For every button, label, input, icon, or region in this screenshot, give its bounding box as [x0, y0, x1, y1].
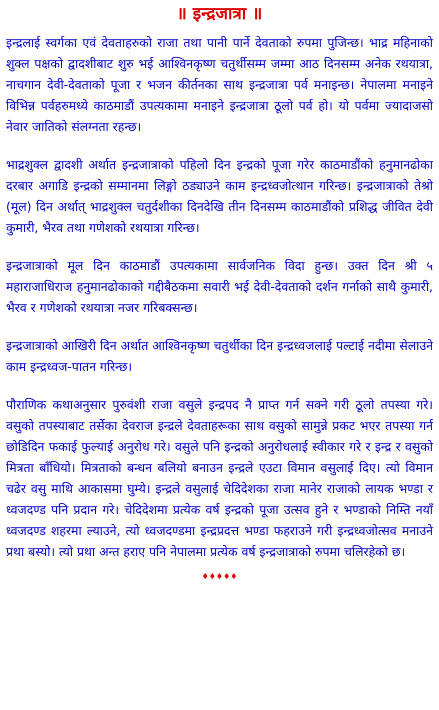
paragraph-legend: पौराणिक कथाअनुसार पुरुवंशी राजा वसुले इन्द्रपद नै प्राप्त गर्न सक्ने गरी ठूलो तपस्या गरे। वसुको तपस्याबाट तर्सेका देवराज इन्द्रले देवताहरूका साथ वसुको सामुन्ने प्रकट भएर तपस्या गर्न छोडिदिन फकाई फुल्याई अनुरोध गरे। वसुले पनि इन्द्रको अनुरोधलाई स्वीकार गरे र इन्द्र र वसुको मित्रता बाँधियो। मित्रताको बन्धन बलियो बनाउन इन्द्रले एउटा विमान वसुलाई दिए। त्यो विमान चढेर वसु माथि आकासमा घुम्ये। इन्द्रले वसुलाई चेदिदेशका राजा मानेर राजाको लायक भण्डा र ध्वजदण्ड पनि प्रदान गरे। चेदिदेशमा प्रत्येक वर्ष इन्द्रको पूजा उत्सव हुने र भण्डाको निम्ति नयाँ ध्वजदण्ड शहरमा ल्याउने, त्यो ध्वजदण्डमा इन्द्रप्रदत्त भण्डा फहराउने गरी इन्द्रध्वजोत्सव मनाउने प्रथा बस्यो। त्यो प्रथा अन्त हराए पनि नेपालमा प्रत्येक वर्ष इन्द्रजात्राको रुपमा चलिरहेको छ। — [6, 397, 433, 559]
paragraph-last-day: इन्द्रजात्राको आखिरी दिन अर्थात आश्विनकृष्ण चतुर्थीका दिन इन्द्रध्वजलाई पल्टाई नदीमा सेलाउने काम इन्द्रध्वज-पातन गरिन्छ। — [6, 338, 433, 374]
page-title: ॥ इन्द्रजात्रा ॥ — [176, 4, 263, 24]
paragraph-intro: इन्द्रलाई स्वर्गका एवं देवताहरुको राजा तथा पानी पार्ने देवताको रुपमा पुजिन्छ। भाद्र महिनाको शुक्ल पक्षको द्वादशीबाट शुरु भई आश्विनकृष्ण चतुर्थीसम्म जम्मा आठ दिनसम्म अनेक रथयात्रा, नाचगान देवी-देवताको पूजा र भजन कीर्तनका साथ इन्द्रजात्रा पर्व मनाइन्छ। नेपालमा मनाइने विभिन्न पर्वहरुमध्ये काठमाडौं उपत्यकामा मनाइने इन्द्रजात्रा ठूलो पर्व हो। यो पर्वमा ज्यादाजसो नेवार जातिको संलग्नता रहन्छ। — [6, 35, 433, 134]
paragraph-main-day: इन्द्रजात्राको मूल दिन काठमाडौं उपत्यकामा सार्वजनिक विदा हुन्छ। उक्त दिन श्री ५ महाराजाधिराज हनुमानढोकाको गद्दीबैठकमा सवारी भई देवी-देवताको दर्शन गर्नाको साथै कुमारी, भैरव र गणेशको रथयात्रा नजर गरिबक्सन्छ। — [6, 258, 433, 315]
paragraph-first-day: भाद्रशुक्ल द्वादशी अर्थात इन्द्रजात्राको पहिलो दिन इन्द्रको पूजा गरेर काठमाडौंको हनुमानढोका दरबार अगाडि इन्द्रको सम्मानमा लिङ्गो ठड्याउने काम इन्द्रध्वजोत्थान गरिन्छ। इन्द्रजात्राको तेश्रो (मूल) दिन अर्थात् भाद्रशुक्ल चतुर्दशीका दिनदेखि तीन दिनसम्म काठमाडौंको प्रशिद्ध जीवित देवी कुमारी, भैरव तथा गणेशको रथयात्रा गरिन्छ। — [6, 157, 433, 235]
ornament-divider: ♦♦♦♦♦ — [201, 572, 238, 581]
